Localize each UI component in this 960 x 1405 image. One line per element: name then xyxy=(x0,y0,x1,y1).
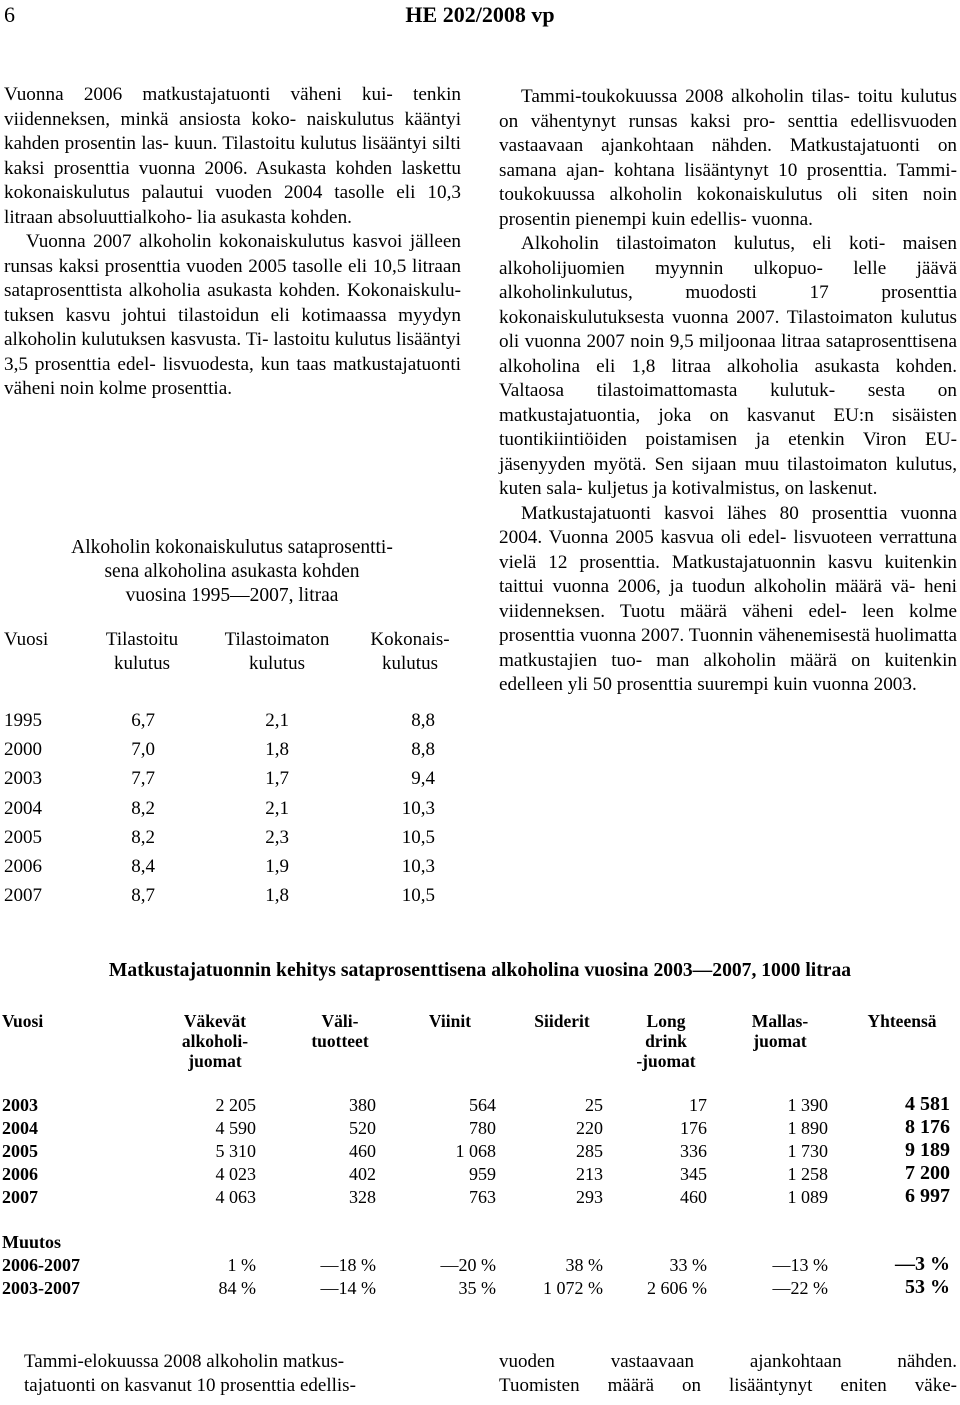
value-cell: —14 % xyxy=(320,1278,376,1298)
table-row xyxy=(0,885,440,909)
text-line: lisvuodesta, kun taas matkustajatuonti väheni xyxy=(4,353,462,399)
text-line: nähden. Matkustajatuonti on samana ajan- xyxy=(499,135,958,181)
text-line: vähenemisestä huolimatta matkustajien tuo- xyxy=(499,625,957,671)
text-line: tajatuonti on kasvanut 10 prosenttia edellis- xyxy=(24,1375,356,1396)
text-line: Tammi-toukokuussa 2008 alkoholin tilas- xyxy=(521,86,850,107)
year-cell: 2007 xyxy=(2,1187,38,1207)
table1-header-recorded xyxy=(92,628,192,676)
value-cell: 84 % xyxy=(218,1278,256,1298)
table-row xyxy=(0,1164,960,1186)
table2-header-intermediate xyxy=(300,1011,380,1051)
bottom-left-text xyxy=(24,1350,461,1398)
text-line: lisvuoteen verrattuna vielä 12 prosenttia. xyxy=(499,527,957,573)
header-line: Yhteensä xyxy=(867,1011,937,1031)
text-line: 2007. Tilastoimaton kulutus oli vuonna 2007 xyxy=(499,306,957,352)
text-line: ja etenkin Viron EU-jäsenyyden myötä. Sen xyxy=(499,429,957,475)
value-cell: 7,0 xyxy=(131,739,155,761)
value-cell: 336 xyxy=(680,1141,707,1161)
value-cell: 1,8 xyxy=(265,739,289,761)
value-cell: 8,4 xyxy=(131,856,155,877)
text-line: vuonna 2004. Vuonna 2005 kasvua oli edel- xyxy=(499,502,958,548)
value-cell: 25 xyxy=(585,1095,603,1115)
value-cell: 1 % xyxy=(227,1255,256,1275)
value-cell: 285 xyxy=(576,1141,603,1161)
paragraph xyxy=(499,502,957,698)
value-cell: —13 % xyxy=(772,1255,828,1275)
value-cell: 33 % xyxy=(669,1255,707,1275)
value-cell: 2,3 xyxy=(265,826,289,848)
paragraph xyxy=(499,232,957,502)
text-line: yli 50 prosenttia suurempi kuin vuonna 2003. xyxy=(567,674,917,695)
year-cell: 2006 xyxy=(2,1164,38,1184)
value-cell: 1 890 xyxy=(787,1118,828,1138)
value-cell: 176 xyxy=(680,1118,707,1138)
value-cell: 8,7 xyxy=(131,885,155,907)
total-cell: 4 581 xyxy=(905,1093,950,1115)
header-line: Vuosi xyxy=(4,629,49,650)
header-line: Siiderit xyxy=(534,1011,590,1031)
header-line: kulutus xyxy=(114,653,170,674)
value-cell: 1 390 xyxy=(787,1095,828,1115)
header-line: Väli- xyxy=(321,1011,359,1031)
header-line: Mallas- xyxy=(751,1011,809,1031)
year-cell: 2006-2007 xyxy=(2,1255,80,1275)
value-cell: 2 205 xyxy=(215,1095,256,1115)
text-line: vuonna. xyxy=(751,208,813,230)
text-line: tuksen kasvu johtui tilastoidun eli kotimaassa xyxy=(4,304,387,326)
value-cell: 10,5 xyxy=(401,885,435,907)
text-line: alkoholia asukasta kohden. Kokonaiskulu- xyxy=(129,280,462,301)
value-cell: 213 xyxy=(576,1164,603,1184)
paragraph xyxy=(4,83,461,230)
title-line: Alkoholin kokonaiskulutus sataprosentti- xyxy=(71,537,393,558)
text-line: vuoden vastaavaan ajankohtaan nähden. xyxy=(499,1351,957,1372)
table-row xyxy=(0,1141,960,1163)
text-line: siten noin prosentin pienempi kuin edellis- xyxy=(499,184,958,230)
value-cell: 35 % xyxy=(458,1278,496,1298)
text-line: kuun. Tilastoitu kulutus lisääntyi silti kaksi xyxy=(4,133,461,179)
text-line: heni viidenneksen. Tuotu määrä väheni edel- xyxy=(499,576,958,622)
table-row xyxy=(0,1118,960,1140)
table2-header-ciders xyxy=(522,1011,602,1031)
table-row xyxy=(0,739,440,763)
total-cell: 53 % xyxy=(905,1276,950,1298)
year-cell: 2005 xyxy=(2,1141,38,1161)
text-line: kasvoi jälleen runsas kaksi prosenttia vuoden xyxy=(4,231,462,277)
table1-header-total xyxy=(358,628,462,676)
header-line: Tilastoitu xyxy=(105,629,179,650)
text-line: noin kolme prosenttia. xyxy=(59,378,233,399)
table2-header-wines xyxy=(420,1011,480,1031)
year-cell: 2007 xyxy=(4,885,42,907)
value-cell: 564 xyxy=(469,1095,496,1115)
year-cell: 2004 xyxy=(4,797,42,819)
value-cell: 10,5 xyxy=(401,826,435,848)
text-line: senttia edellisvuoden vastaavaan ajankohtaan xyxy=(499,110,957,156)
table2-header-beers xyxy=(740,1011,820,1051)
table2-header-total xyxy=(856,1011,948,1031)
header-line: -juomat xyxy=(636,1051,696,1071)
header-line: juomat xyxy=(753,1031,807,1051)
header-line: kulutus xyxy=(249,653,305,674)
text-line: sesta on matkustajatuontia, joka on kasvanut xyxy=(499,380,957,426)
table2-change-label: Muutos xyxy=(2,1232,62,1252)
value-cell: 9,4 xyxy=(411,768,435,790)
year-cell: 2004 xyxy=(2,1118,38,1138)
table-row xyxy=(0,856,440,880)
paragraph xyxy=(4,230,461,402)
table1-header-year xyxy=(4,628,48,652)
value-cell: 4 063 xyxy=(215,1187,256,1207)
value-cell: 1 068 xyxy=(455,1141,496,1161)
text-line: toukokuussa alkoholin kokonaiskulutus oli xyxy=(499,184,858,205)
value-cell: 38 % xyxy=(565,1255,603,1275)
value-cell: —22 % xyxy=(772,1278,828,1298)
text-line: noin 9,5 miljoonaa litraa sataprosenttisena xyxy=(630,331,957,352)
text-line: kohtana lisääntynyt 10 prosenttia. Tammi- xyxy=(614,159,957,181)
value-cell: 1,7 xyxy=(265,768,289,790)
value-cell: 780 xyxy=(469,1118,496,1138)
header-line: Kokonais- xyxy=(370,629,450,650)
year-cell: 1995 xyxy=(4,710,42,731)
table2-header-long-drinks xyxy=(626,1011,706,1071)
value-cell: 1 072 % xyxy=(543,1278,603,1298)
table-row xyxy=(0,827,440,851)
text-line: alkoholina eli 1,8 litraa alkoholia asukasta xyxy=(499,355,880,377)
text-line: leen kolme prosenttia vuonna 2007. Tuonnin xyxy=(499,600,958,646)
total-cell: 7 200 xyxy=(905,1162,950,1184)
table-row xyxy=(0,798,440,822)
text-line: Tuomisten määrä on lisääntynyt eniten väke- xyxy=(499,1375,957,1396)
year-cell: 2005 xyxy=(4,826,42,848)
value-cell: 4 590 xyxy=(215,1118,256,1138)
right-column xyxy=(499,85,957,698)
table-row xyxy=(0,710,440,734)
value-cell: 8,2 xyxy=(131,826,155,848)
text-line: Vuonna 2006 matkustajatuonti väheni kui- xyxy=(4,84,393,105)
total-cell: 6 997 xyxy=(905,1185,950,1207)
text-line: Tammi-elokuussa 2008 alkoholin matkus- xyxy=(24,1351,345,1372)
value-cell: 763 xyxy=(469,1187,496,1207)
total-cell: 9 189 xyxy=(905,1139,950,1161)
header-line: alkoholi- xyxy=(181,1031,249,1051)
value-cell: 10,3 xyxy=(401,797,435,819)
text-line: myydyn alkoholin kulutuksen kasvusta. Ti- xyxy=(4,304,461,350)
value-cell: 1 089 xyxy=(787,1187,828,1207)
table1-title xyxy=(4,536,460,608)
text-line: man alkoholin määrä on kuitenkin edelleen xyxy=(499,649,957,695)
title-line: vuosina 1995—2007, litraa xyxy=(125,585,339,606)
bottom-right-text xyxy=(499,1350,957,1398)
value-cell: 380 xyxy=(349,1095,376,1115)
value-cell: 1,8 xyxy=(265,885,289,907)
year-cell: 2003 xyxy=(2,1095,38,1115)
text-line: Vuonna 2007 alkoholin kokonaiskulutus xyxy=(26,231,345,252)
value-cell: 6,7 xyxy=(131,710,155,731)
value-cell: 293 xyxy=(576,1187,603,1207)
value-cell: 2,1 xyxy=(265,797,289,819)
text-line: kuljetus ja kotivalmistus, on laskenut. xyxy=(587,478,878,499)
header-line: tuotteet xyxy=(311,1031,369,1051)
header-line: Viinit xyxy=(428,1011,472,1031)
value-cell: 8,2 xyxy=(131,797,155,819)
value-cell: 959 xyxy=(469,1164,496,1184)
text-line: 2004 tasolle eli 10,3 litraan absoluuttialkoho- xyxy=(4,182,461,228)
title-line: sena alkoholina asukasta kohden xyxy=(104,561,360,582)
value-cell: 8,8 xyxy=(411,710,435,731)
text-line: Matkustajatuonti kasvoi lähes 80 prosenttia xyxy=(521,502,888,524)
text-line: prosenttia vuonna 2006. Asukasta kohden xyxy=(53,157,393,179)
value-cell: 520 xyxy=(349,1118,376,1138)
value-cell: 345 xyxy=(680,1164,707,1184)
document-id: HE 202/2008 vp xyxy=(405,2,555,27)
table-row xyxy=(0,1095,960,1117)
text-line: naiskulutus kääntyi kahden prosentin las- xyxy=(4,108,462,154)
value-cell: 1,9 xyxy=(265,856,289,877)
table2-header-spirits xyxy=(170,1011,260,1071)
year-cell: 2000 xyxy=(4,739,42,761)
header-line: Vuosi xyxy=(2,1011,44,1031)
value-cell: 460 xyxy=(680,1187,707,1207)
header-line: juomat xyxy=(188,1051,242,1071)
text-line: kohden. Valtaosa tilastoimattomasta kulutuk- xyxy=(499,355,957,401)
text-line: 2005 tasolle eli 10,5 litraan sataprosenttista xyxy=(4,255,461,301)
table2-header-year xyxy=(2,1011,43,1031)
table-row xyxy=(0,1187,960,1209)
value-cell: 2,1 xyxy=(265,710,289,731)
value-cell: 10,3 xyxy=(401,856,435,877)
year-cell: 2003 xyxy=(4,768,42,790)
value-cell: 328 xyxy=(349,1187,376,1207)
text-line: toitu kulutus on vähentynyt runsas kaksi pro- xyxy=(499,86,958,132)
text-line: 17 prosenttia kokonaiskulutuksesta vuonna xyxy=(499,282,957,328)
text-line: sijaan muu tilastoimaton kulutus, kuten sala- xyxy=(499,453,957,499)
value-cell: 220 xyxy=(576,1118,603,1138)
text-line: laskettu kokonaiskulutus palautui vuoden xyxy=(4,157,462,203)
value-cell: 2 606 % xyxy=(647,1278,707,1298)
value-cell: 4 023 xyxy=(215,1164,256,1184)
year-cell: 2006 xyxy=(4,856,42,877)
header-line: Long xyxy=(646,1011,686,1031)
table2-title: Matkustajatuonnin kehitys sataprosenttisena alkoholina vuosina 2003—2007, 1000 litraa xyxy=(108,960,852,981)
text-line: EU:n sisäisten tuontikiintiöiden poistamisen xyxy=(499,404,958,450)
value-cell: 1 258 xyxy=(787,1164,828,1184)
value-cell: 1 730 xyxy=(787,1141,828,1161)
table-row xyxy=(0,768,440,792)
value-cell: 8,8 xyxy=(411,739,435,761)
total-cell: 8 176 xyxy=(905,1116,950,1138)
table-row xyxy=(0,1278,960,1300)
value-cell: —18 % xyxy=(320,1255,376,1275)
page-number: 6 xyxy=(4,2,15,27)
header-line: drink xyxy=(645,1031,687,1051)
text-line: vuonna 2006, ja tuodun alkoholin määrä vä- xyxy=(552,576,916,597)
text-line: maisen alkoholijuomien myynnin ulkopuo- xyxy=(499,233,958,279)
header-line: Tilastoimaton xyxy=(224,629,330,650)
paragraph xyxy=(499,85,957,232)
header-line: Väkevät xyxy=(183,1011,247,1031)
left-column xyxy=(4,83,461,402)
table-row xyxy=(0,1255,960,1277)
text-line: Alkoholin tilastoimaton kulutus, eli koti- xyxy=(521,233,886,254)
value-cell: 7,7 xyxy=(131,768,155,790)
text-line: tenkin viidenneksen, minkä ansiosta koko- xyxy=(4,84,462,130)
total-cell: —3 % xyxy=(895,1253,950,1275)
text-line: lelle jäävä alkoholinkulutus, muodosti xyxy=(499,257,958,303)
value-cell: —20 % xyxy=(440,1255,496,1275)
value-cell: 17 xyxy=(689,1095,707,1115)
text-line: Matkustajatuonnin kasvu kuitenkin taittui xyxy=(499,551,957,597)
header-line: kulutus xyxy=(382,653,438,674)
value-cell: 402 xyxy=(349,1164,376,1184)
value-cell: 460 xyxy=(349,1141,376,1161)
text-line: lia asukasta kohden. xyxy=(196,206,352,228)
value-cell: 5 310 xyxy=(215,1141,256,1161)
year-cell: 2003-2007 xyxy=(2,1278,80,1298)
text-line: lastoitu kulutus lisääntyi 3,5 prosenttia edel- xyxy=(4,329,462,375)
table1-header-unrecorded xyxy=(204,628,350,676)
